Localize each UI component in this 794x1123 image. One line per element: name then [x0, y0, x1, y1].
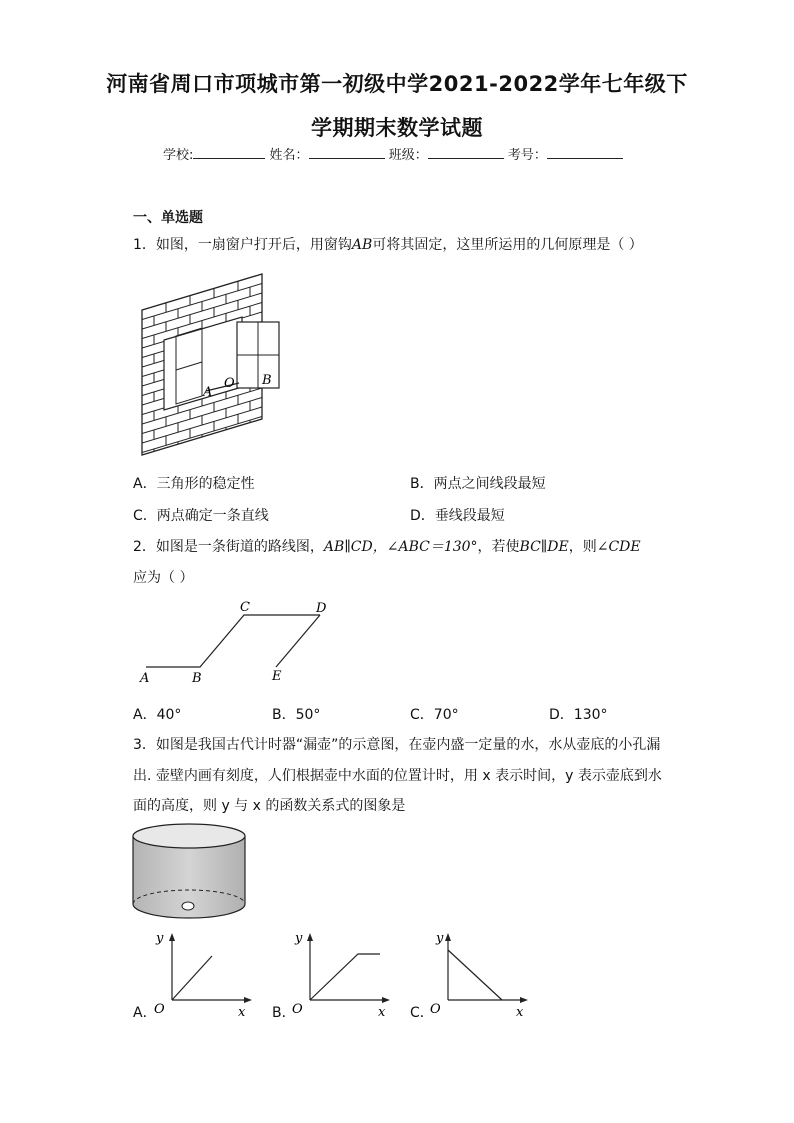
question-3-line2: 出. 壶壁内画有刻度，人们根据壶中水面的位置计时，用 x 表示时间，y 表示壶底到水 [133, 768, 662, 784]
q2-math-1: AB∥CD，∠ABC＝130° [323, 539, 478, 555]
id-blank[interactable] [547, 146, 623, 159]
qa-y-label: y [156, 931, 164, 946]
q1-option-d[interactable] [410, 505, 505, 525]
q2-option-d-key: D． [549, 707, 574, 723]
q1-text-b: 可将其固定，这里所运用的几何原理是（ ） [372, 237, 643, 253]
fig1-label-a: A [203, 385, 213, 400]
fig2-label-c: C [240, 600, 250, 615]
fig2-label-d: D [316, 601, 327, 616]
qb-x-label: x [378, 1005, 386, 1018]
section-heading: 一、单选题 [133, 210, 203, 226]
q2-text-b: ，若使 [477, 539, 520, 555]
school-blank[interactable] [193, 146, 265, 159]
q2-option-a-key: A． [133, 707, 157, 723]
q2-option-d-text: 130° [573, 707, 608, 723]
fig2-label-a: A [140, 671, 150, 686]
q2-text-a: 2．如图是一条街道的路线图， [133, 539, 324, 555]
q1-option-a-key: A． [133, 476, 157, 492]
qa-origin-label: O [154, 1002, 165, 1017]
q2-option-c-text: 70° [433, 707, 459, 723]
q3-option-c[interactable]: C． [410, 1005, 434, 1021]
q1-option-a-text: 三角形的稳定性 [156, 476, 255, 492]
q1-option-c-text: 两点确定一条直线 [156, 508, 269, 524]
window-figure [136, 268, 286, 458]
q1-option-b[interactable] [410, 473, 546, 493]
q2-option-d[interactable] [549, 704, 608, 724]
q2-math-3: ∠CDE [596, 539, 641, 555]
q1-option-d-key: D． [410, 508, 435, 524]
q2-option-c[interactable] [410, 704, 459, 724]
qa-x-label: x [238, 1005, 246, 1018]
class-label: 班级： [388, 148, 428, 163]
q1-option-d-text: 垂线段最短 [434, 508, 505, 524]
class-blank[interactable] [428, 146, 504, 159]
qc-x-label: x [516, 1005, 524, 1018]
q3-option-a[interactable]: A． [133, 1005, 157, 1021]
q1-option-a[interactable] [133, 473, 255, 493]
q1-option-b-text: 两点之间线段最短 [433, 476, 546, 492]
fig2-label-b: B [192, 671, 202, 686]
name-blank[interactable] [309, 146, 385, 159]
q3-option-b[interactable]: B． [272, 1005, 296, 1021]
student-info-row [163, 144, 623, 163]
id-label: 考号： [507, 148, 547, 163]
q1-option-b-key: B． [410, 476, 434, 492]
q2-text-c: ，则 [568, 539, 597, 555]
paper-title-line1: 河南省周口市项城市第一初级中学2021-2022学年七年级下 [106, 72, 688, 96]
name-label: 姓名： [269, 148, 309, 163]
question-3-line3: 面的高度，则 y 与 x 的函数关系式的图象是 [133, 798, 406, 814]
q2-option-a-text: 40° [156, 707, 182, 723]
question-1-stem [133, 234, 643, 254]
q2-math-2: BC∥DE [519, 539, 569, 555]
question-3-line1: 3．如图是我国古代计时器“漏壶”的示意图，在壶内盛一定量的水，水从壶底的小孔漏 [133, 737, 661, 753]
fig2-label-e: E [272, 669, 282, 684]
q1-text-a: 1．如图，一扇窗户打开后，用窗钩 [133, 237, 352, 253]
q2-option-b-key: B． [272, 707, 296, 723]
fig1-label-o: O [224, 376, 235, 391]
qb-origin-label: O [292, 1002, 303, 1017]
fig1-label-b: B [262, 373, 272, 388]
q2-option-c-key: C． [410, 707, 434, 723]
school-label: 学校: [163, 148, 194, 163]
q2-option-b[interactable] [272, 704, 320, 724]
question-2-stem-line2: 应为（ ） [133, 570, 194, 586]
q2-option-a[interactable] [133, 704, 181, 724]
paper-title-line2: 学期期末数学试题 [311, 116, 483, 140]
qc-y-label: y [436, 931, 444, 946]
q1-option-c-key: C． [133, 508, 157, 524]
qb-y-label: y [295, 931, 303, 946]
q2-option-b-text: 50° [295, 707, 321, 723]
street-figure [136, 596, 336, 688]
q1-text-var: AB [351, 237, 373, 253]
qc-origin-label: O [430, 1002, 441, 1017]
q1-option-c[interactable] [133, 505, 269, 525]
question-2-stem [133, 536, 641, 556]
water-clock-figure [130, 822, 252, 922]
